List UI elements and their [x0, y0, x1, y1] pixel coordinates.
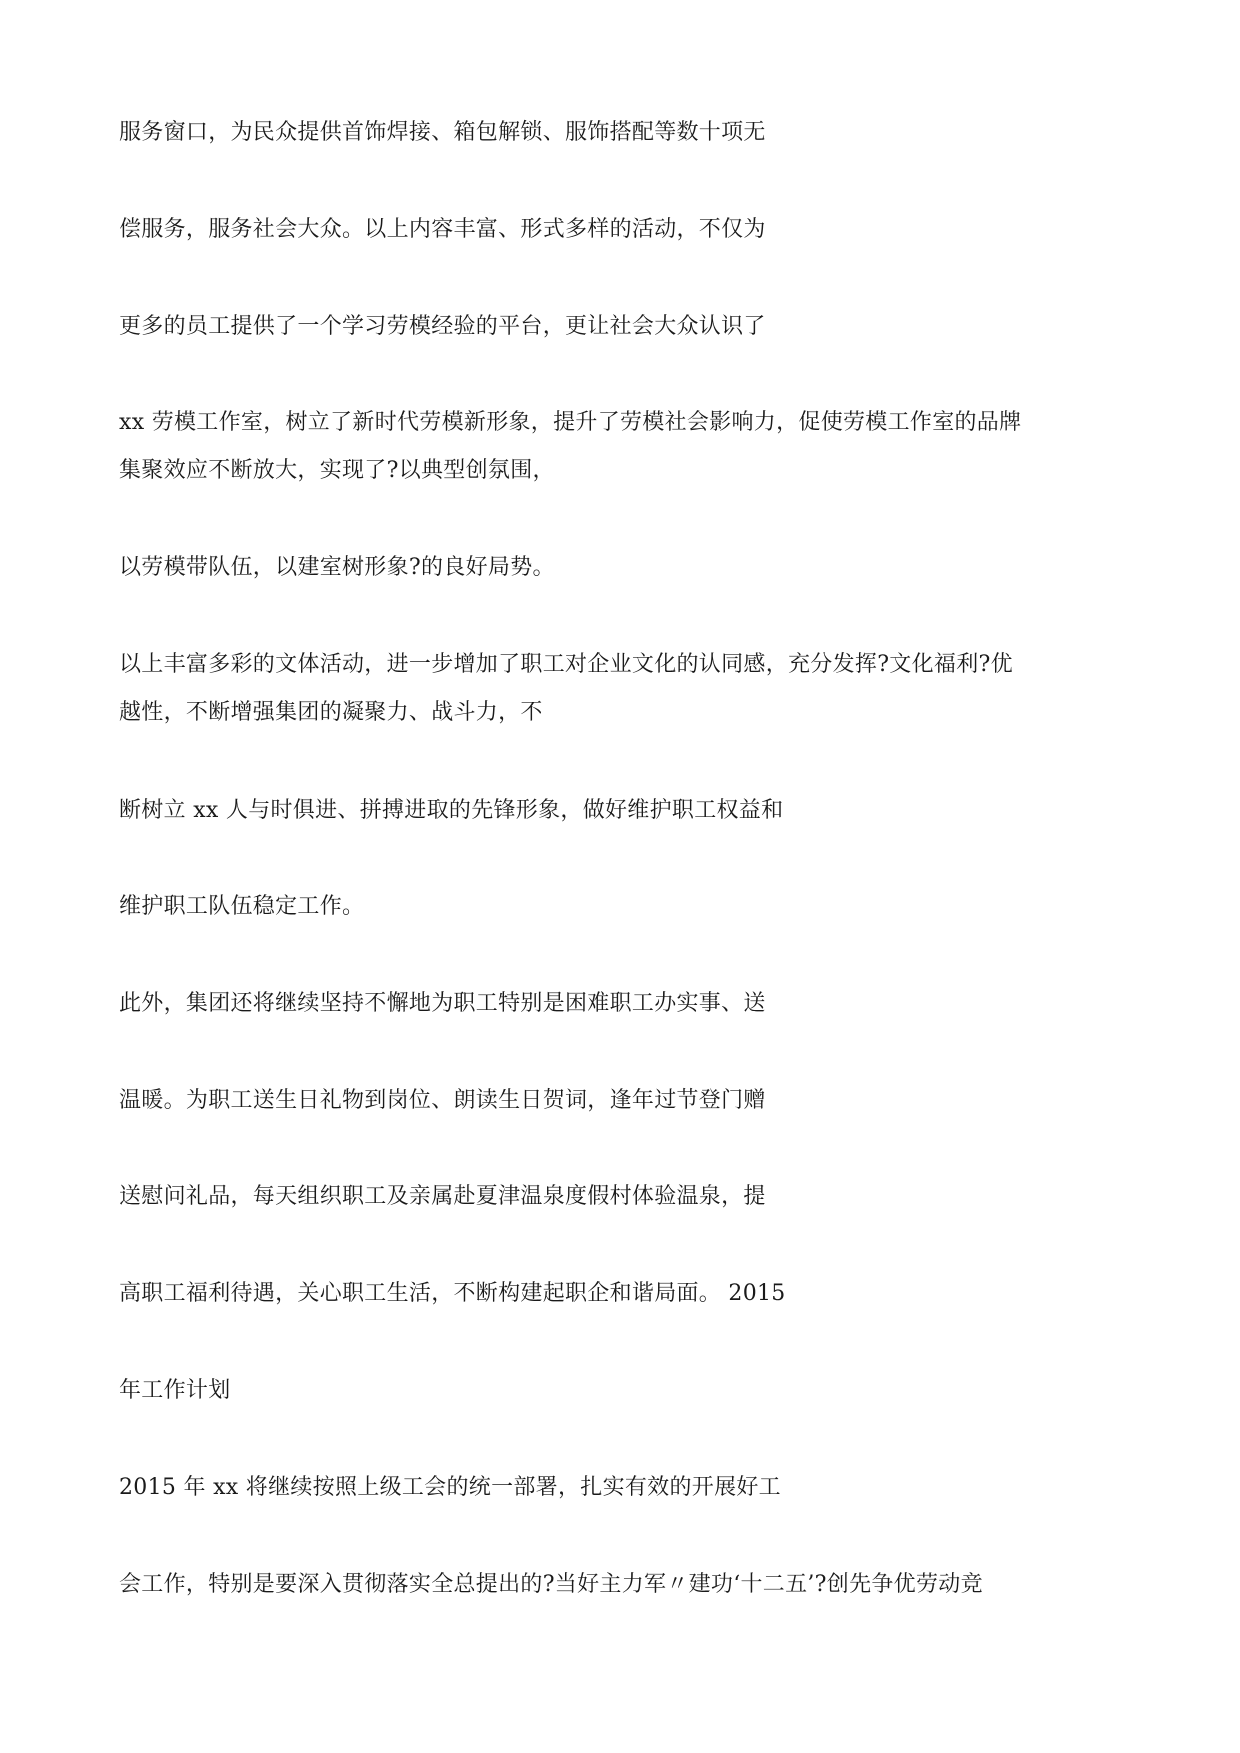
- text-line: 维护职工队伍稳定工作。: [119, 894, 365, 919]
- text-line: xx 劳模工作室，树立了新时代劳模新形象，提升了劳模社会影响力，促使劳模工作室的品牌: [119, 410, 1022, 435]
- text-line: 以劳模带队伍，以建室树形象?的良好局势。: [119, 555, 555, 580]
- text-line: 年工作计划: [119, 1378, 231, 1403]
- text-line: 集聚效应不断放大，实现了?以典型创氛围，: [119, 458, 555, 483]
- text-line: 温暖。为职工送生日礼物到岗位、朗读生日贺词，逢年过节登门赠: [119, 1088, 766, 1113]
- text-line: 偿服务，服务社会大众。以上内容丰富、形式多样的活动，不仅为: [119, 217, 766, 242]
- text-line: 2015 年 xx 将继续按照上级工会的统一部署，扎实有效的开展好工: [119, 1475, 781, 1500]
- text-line: 此外，集团还将继续坚持不懈地为职工特别是困难职工办实事、送: [119, 991, 766, 1016]
- text-line: 断树立 xx 人与时俱进、拼搏进取的先锋形象，做好维护职工权益和: [119, 798, 784, 823]
- text-line: 更多的员工提供了一个学习劳模经验的平台，更让社会大众认识了: [119, 314, 766, 339]
- text-line: 会工作，特别是要深入贯彻落实全总提出的?当好主力军〃建功‘十二五’?创先争优劳动竞: [119, 1572, 983, 1597]
- text-line: 越性，不断增强集团的凝聚力、战斗力，不: [119, 700, 543, 725]
- text-line: 高职工福利待遇，关心职工生活，不断构建起职企和谐局面。 2015: [119, 1281, 786, 1306]
- text-line: 送慰问礼品，每天组织职工及亲属赴夏津温泉度假村体验温泉，提: [119, 1184, 766, 1209]
- text-line: 服务窗口，为民众提供首饰焊接、箱包解锁、服饰搭配等数十项无: [119, 120, 766, 145]
- text-line: 以上丰富多彩的文体活动，进一步增加了职工对企业文化的认同感，充分发挥?文化福利?优: [119, 652, 1013, 677]
